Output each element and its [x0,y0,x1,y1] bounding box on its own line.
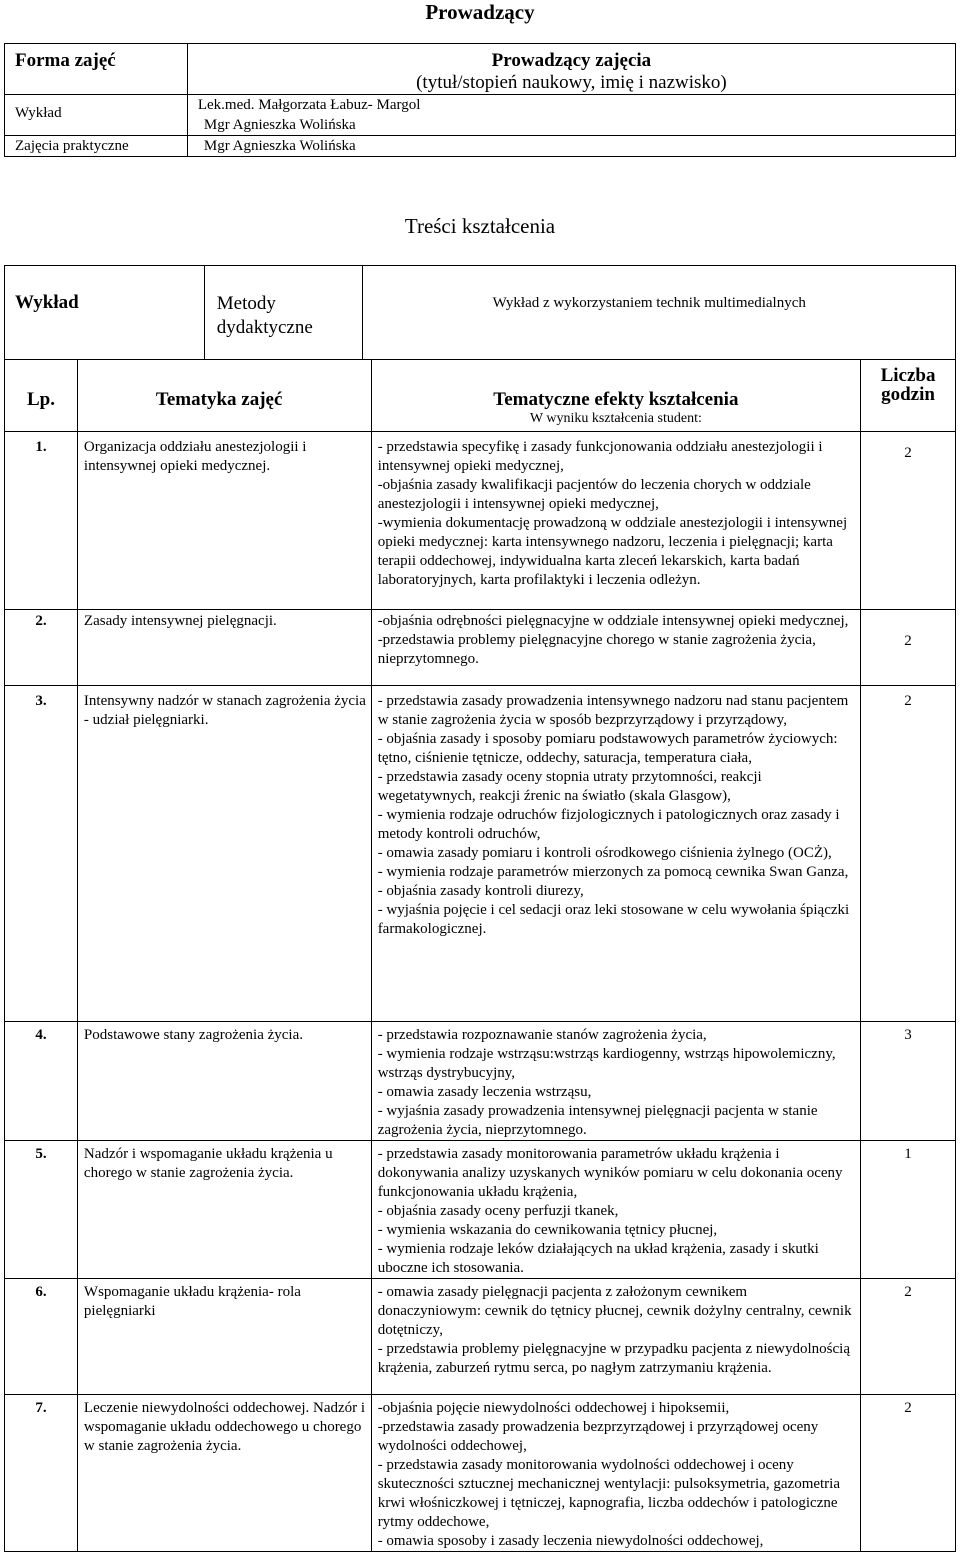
row-lp: 3. [5,686,78,1022]
row-effects [371,432,860,610]
effect-item: - przedstawia zasady oceny stopnia utraty przytomności, reakcji wegetatywnych, reakcji źrenic na światło (skala Glasgow), [377,769,762,804]
instructor-name: Mgr Agnieszka Wolińska [187,136,955,157]
row-lp: 6. [5,1279,78,1395]
methods-label: Metody dydaktyczne [204,266,362,360]
effect-item: - omawia zasady pielęgnacji pacjenta z założonym cewnikem donaczyniowym: cewnik do tętnicy płucnej, cewnik dożylny centralny, cewnik dotętniczy, [377,1284,852,1338]
row-topic: Wspomaganie układu krążenia- rola pielęgniarki [77,1279,371,1395]
instructor-name: Mgr Agnieszka Wolińska [203,117,356,133]
table-row [5,1022,956,1141]
row-effects [371,610,860,686]
header-effects-subtitle: W wyniku kształcenia student: [529,411,702,426]
table-row [5,1141,956,1279]
effect-item: - przedstawia specyfikę i zasady funkcjonowania oddziału anestezjologii i intensywnej opieki medycznej, [377,439,823,474]
effect-item: -wymienia dokumentację prowadzoną w oddziale anestezjologii i intensywnej opieki medycznej: karta intensywnego nadzoru, leczenia i pielęgnacji; karta terapii oddechowej, indywidualna karta zleceń lekarskich, karta badań laboratoryjnych, karta profilaktyki i leczenia odleżyn. [377,515,848,588]
table-row [5,1279,956,1395]
instructor-name: Lek.med. Małgorzata Łabuz- Margol [197,97,421,113]
row-effects [371,1141,860,1279]
row-topic: Nadzór i wspomaganie układu krążenia u chorego w stanie zagrożenia życia. [77,1141,371,1279]
effect-item: - wymienia rodzaje wstrząsu:wstrząs kardiogenny, wstrząs hipowolemiczny, wstrząs dystrybucyjny, [377,1046,836,1081]
row-topic: Leczenie niewydolności oddechowej. Nadzór i wspomaganie układu oddechowego u chorego w stanie zagrożenia życia. [77,1395,371,1552]
row-hours: 2 [861,1279,956,1395]
effect-item: - przedstawia zasady monitorowania parametrów układu krążenia i dokonywania analizy uzyskanych wyników pomiaru w celu dokonania oceny funkcjonowania układu krążenia, [377,1146,843,1200]
effect-item: - objaśnia zasady i sposoby pomiaru podstawowych parametrów życiowych: tętno, ciśnienie tętnicze, oddechy, saturacja, temperatura ciała, [377,731,838,766]
row-lp: 2. [5,610,78,686]
instructors-table [4,43,956,157]
header-effects [371,360,860,432]
effect-item: - wymienia wskazania do cewnikowania tętnicy płucnej, [377,1222,718,1238]
effect-item: -objaśnia zasady kwalifikacji pacjentów do leczenia chorych w oddziale anestezjologii i intensywnej opieki medycznej, [377,477,811,512]
row-topic: Podstawowe stany zagrożenia życia. [77,1022,371,1141]
page-title: Prowadzący [425,0,535,24]
effect-item: -objaśnia odrębności pielęgnacyjne w oddziale intensywnej opieki medycznej, [377,613,849,629]
row-effects [371,1395,860,1552]
row-effects [371,1022,860,1141]
header-instructor-subtitle: (tytuł/stopień naukowy, imię i nazwisko) [416,72,727,93]
effect-item: -przedstawia zasady prowadzenia bezprzyrządowej i przyrządowej oceny wydolności oddechowej, [377,1419,819,1454]
table-row [5,1395,956,1552]
effect-item: - wyjaśnia zasady prowadzenia intensywnej pielęgnacji pacjenta w stanie zagrożenia życia, nieprzytomnego. [377,1103,818,1138]
lecture-label: Wykład [5,266,205,360]
row-topic: Zasady intensywnej pielęgnacji. [77,610,371,686]
header-topic: Tematyka zajęć [77,360,371,432]
header-form: Forma zajęć [5,44,188,95]
header-lp: Lp. [5,360,78,432]
methods-value: Wykład z wykorzystaniem technik multimedialnych [362,266,955,360]
row-effects [371,686,860,1022]
row-topic: Intensywny nadzór w stanach zagrożenia życia - udział pielęgniarki. [77,686,371,1022]
table-row [5,610,956,686]
effect-item: - wyjaśnia pojęcie i cel sedacji oraz leki stosowane w celu wywołania śpiączki farmakologicznej. [377,902,850,937]
effect-item: -przedstawia problemy pielęgnacyjne chorego w stanie zagrożenia życia, nieprzytomnego. [377,632,816,667]
effect-item: - wymienia rodzaje parametrów mierzonych za pomocą cewnika Swan Ganza, [377,864,849,880]
row-hours: 2 [861,1395,956,1552]
row-lp: 4. [5,1022,78,1141]
instructor-names-cell [187,95,955,136]
table-row [5,432,956,610]
row-effects [371,1279,860,1395]
effect-item: - wymienia rodzaje leków działających na układ krążenia, zasady i skutki uboczne ich stosowania. [377,1241,819,1276]
header-instructor-title: Prowadzący zajęcia [491,50,652,71]
row-lp: 1. [5,432,78,610]
row-lp: 7. [5,1395,78,1552]
effect-item: - omawia sposoby i zasady leczenia niewydolności oddechowej, [377,1533,764,1549]
row-lp: 5. [5,1141,78,1279]
table-row [5,686,956,1022]
header-effects-title: Tematyczne efekty kształcenia [493,389,739,410]
effect-item: - przedstawia problemy pielęgnacyjne w przypadku pacjenta z niewydolnością krążenia, zaburzeń rytmu serca, po nagłym zatrzymaniu krążenia. [377,1341,851,1376]
effect-item: - omawia zasady pomiaru i kontroli ośrodkowego ciśnienia żylnego (OCŻ), [377,845,832,861]
header-instructor [187,44,955,95]
effect-item: - wymienia rodzaje odruchów fizjologicznych i patologicznych oraz zasady i metody kontroli odruchów, [377,807,840,842]
row-hours: 2 [861,610,956,686]
header-hours: Liczba godzin [861,360,956,432]
row-hours: 3 [861,1022,956,1141]
effect-item: - objaśnia zasady oceny perfuzji tkanek, [377,1203,619,1219]
row-hours: 2 [861,686,956,1022]
topics-table [4,359,956,1552]
effect-item: -objaśnia pojęcie niewydolności oddechowej i hipoksemii, [377,1400,730,1416]
row-hours: 2 [861,432,956,610]
methods-table [4,265,956,360]
content-title: Treści kształcenia [404,214,556,238]
effect-item: - przedstawia rozpoznawanie stanów zagrożenia życia, [377,1027,707,1043]
effect-item: - przedstawia zasady monitorowania wydolności oddechowej i oceny skuteczności sztucznej mechanicznej wentylacji: pulsoksymetria, gazometria krwi włośniczkowej i tętniczej, kapnografia, liczba oddechów i patologiczne rytmy oddechowe, [377,1457,841,1530]
form-cell: Wykład [5,95,188,136]
row-hours: 1 [861,1141,956,1279]
effect-item: - omawia zasady leczenia wstrząsu, [377,1084,592,1100]
form-cell: Zajęcia praktyczne [5,136,188,157]
effect-item: - przedstawia zasady prowadzenia intensywnego nadzoru nad stanu pacjentem w stanie zagrożenia życia w sposób bezprzyrządowy i przyrządowy, [377,693,849,728]
effect-item: - objaśnia zasady kontroli diurezy, [377,883,584,899]
row-topic: Organizacja oddziału anestezjologii i intensywnej opieki medycznej. [77,432,371,610]
